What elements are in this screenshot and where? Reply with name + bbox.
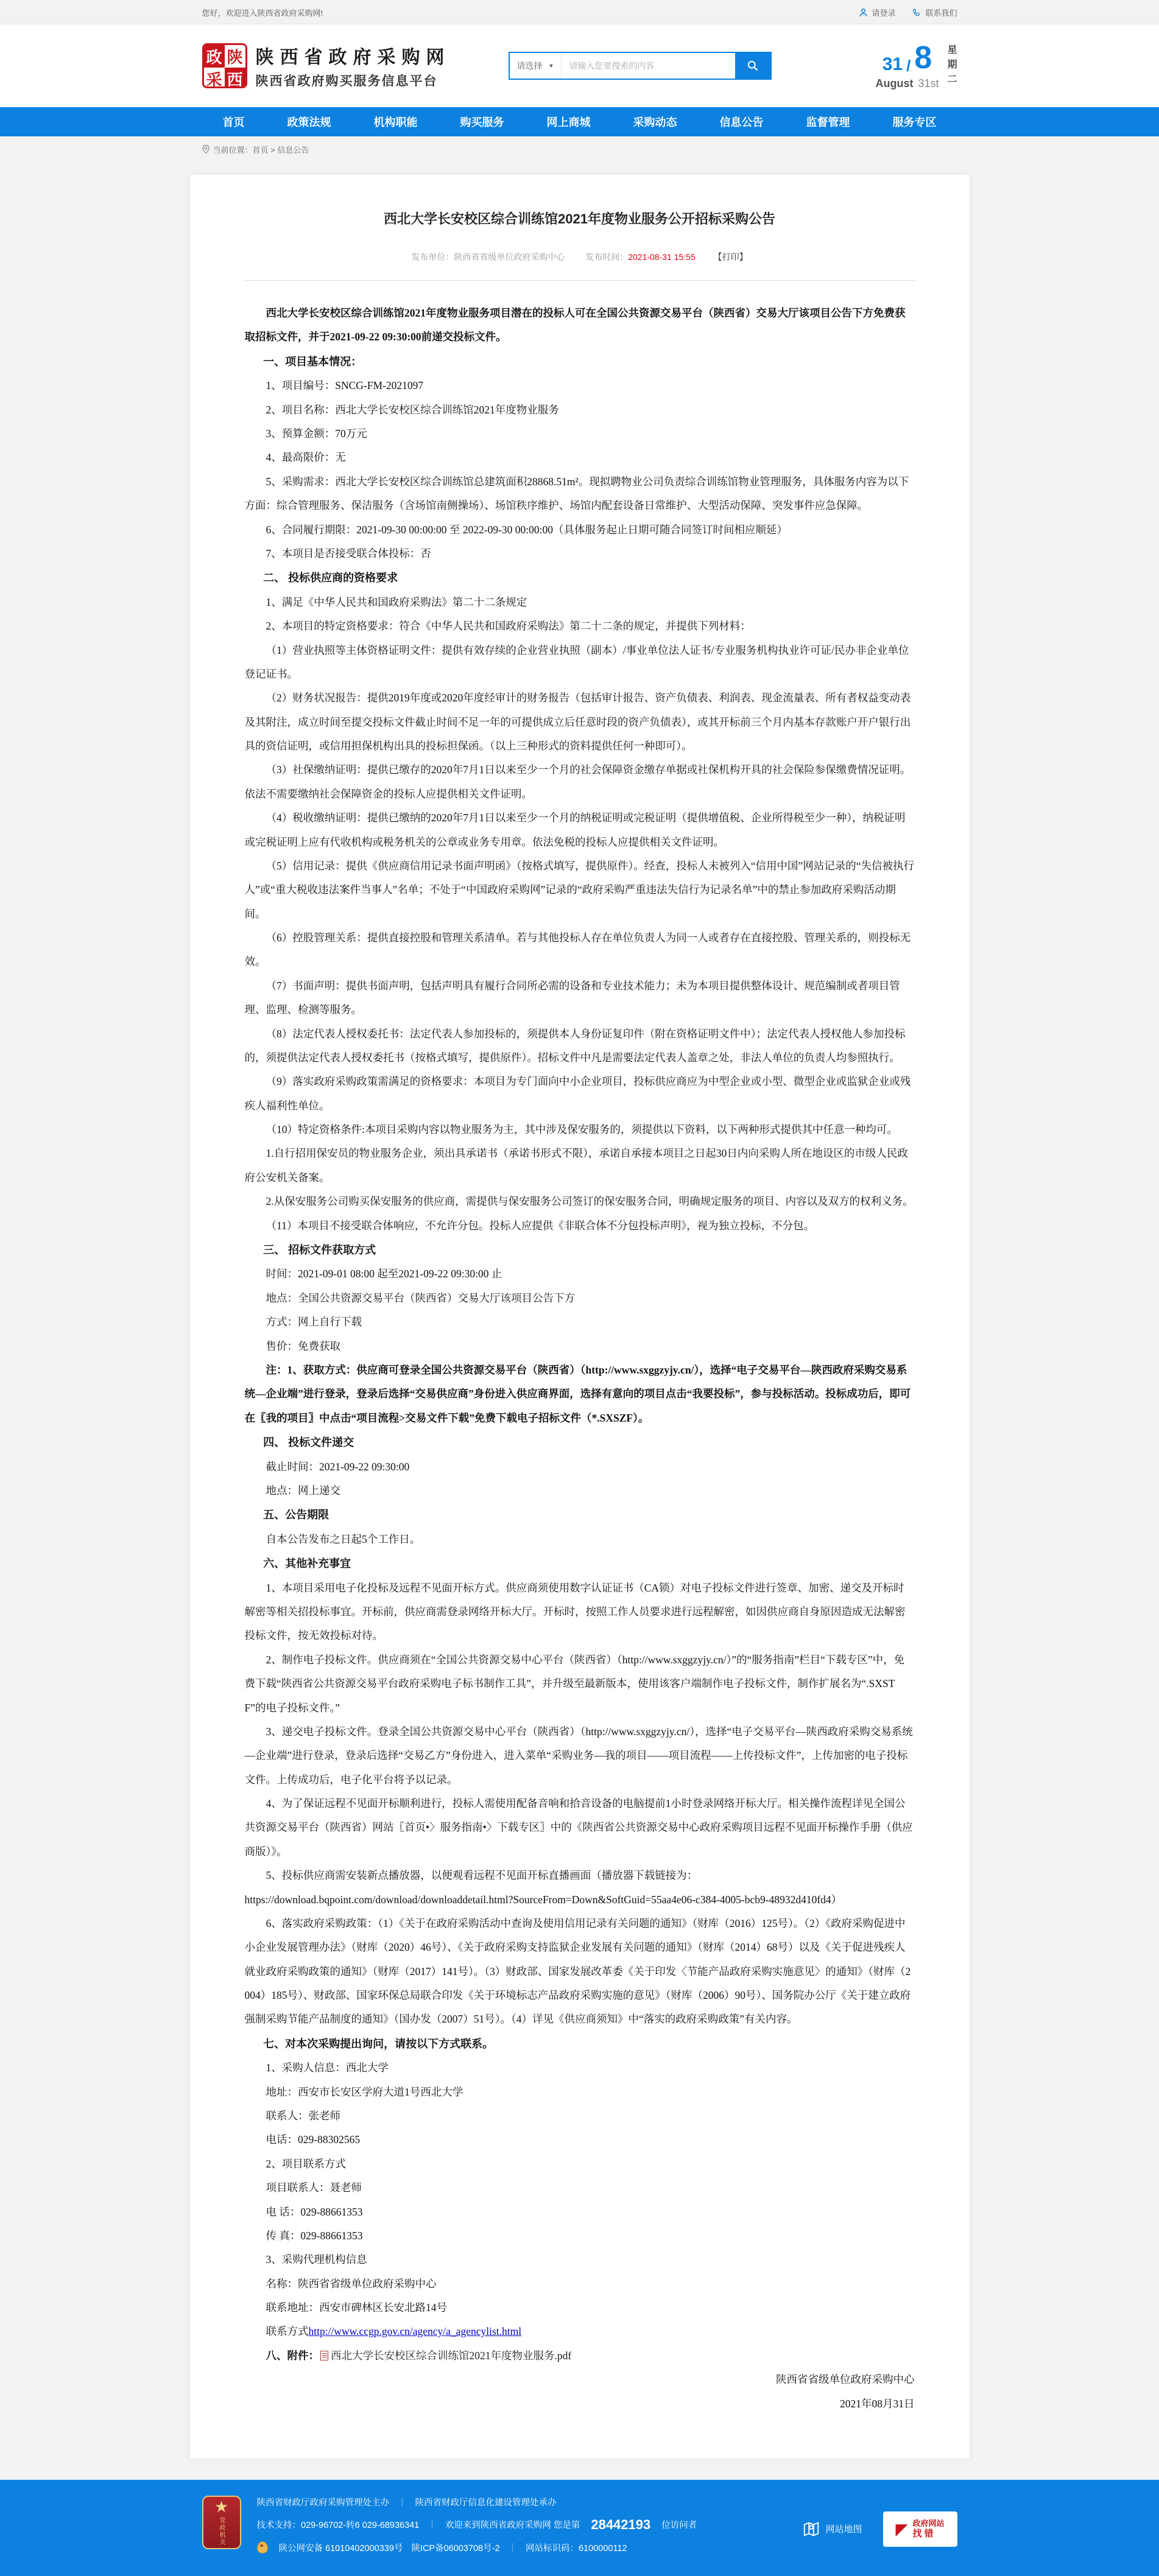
article-paragraph: 电话：029-88302565 [266,2133,361,2146]
article-paragraph: 一、项目基本情况： [263,355,362,368]
main-nav [0,107,1159,136]
article-paragraph: 2、项目名称：西北大学长安校区综合训练馆2021年度物业服务 [266,403,559,416]
article-paragraph: 方式：网上自行下载 [266,1316,362,1328]
article-paragraph: 四、 投标文件递交 [263,1436,354,1448]
agency-contact-link[interactable]: http://www.ccgp.gov.cn/agency/a_agencylist.html [308,2325,522,2338]
search-input[interactable] [562,53,735,79]
article-paragraph: （4）税收缴纳证明：提供已缴纳的2020年7月1日以来至少一个月的纳税证明或完税证明（提供增值税、企业所得税至少一种），纳税证明或完税证明上应有代收机构或税务机关的公章或业务专用章。依法免税的投标人应提供相关文件证明。 [244,812,906,848]
article-paragraph: 传 真：029-88661353 [266,2229,363,2242]
article-paragraph: 5、投标供应商需安装新点播放器，以便观看远程不见面开标直播画面（播放器下载链接为： [266,1869,698,1882]
site-subtitle: 陕西省政府购买服务信息平台 [255,74,438,88]
article-paragraph: 三、 招标文件获取方式 [263,1243,376,1256]
article-paragraph: https://download.bqpoint.com/download/downloaddetail.html?SourceFrom=Down&SoftGuid=55aa4e06-c384-4005-bcb9-48932d410fd4） [244,1893,842,1906]
article-paragraph: 电 话：029-88661353 [266,2205,363,2218]
breadcrumb: 当前位置：首页 > 信息公告 [213,145,309,155]
site-title: 陕西省政府采购网 [255,47,451,68]
print-button[interactable]: 【打印】 [713,252,748,262]
announcement-card [189,174,970,2459]
article-paragraph: 八、附件： 西北大学长安校区综合训练馆2021年度物业服务.pdf [266,2349,572,2362]
date-weekday: 星 期 二 [947,44,957,85]
search-icon [747,60,759,72]
site-header [0,24,1159,107]
article-body [245,301,915,2416]
article-paragraph: 7、本项目是否接受联合体投标：否 [266,547,431,560]
contact-link[interactable]: 联系我们 [912,7,957,18]
top-bar [0,0,1159,24]
attachment-link[interactable]: 西北大学长安校区综合训练馆2021年度物业服务.pdf [331,2349,572,2362]
article-meta: 发布单位：陕西省省级单位政府采购中心 发布时间：2021-08-31 15:55 【打印】 [411,252,748,262]
article-paragraph: （5）信用记录：提供《供应商信用记录书面声明函》（按格式填写，提供原件）。经查，投标人未被列入“信用中国”网站记录的“失信被执行人”或“重大税收违法案件当事人”名单；不处于“中国政府采购网”记录的“政府采购严重违法失信行为记录名单”中的禁止参加政府采购活动期间。 [244,859,915,920]
publish-time: 2021-08-31 15:55 [628,252,696,262]
nav-item-首页[interactable]: 首页 [222,116,245,128]
breadcrumb-current[interactable]: 信息公告 [277,145,309,155]
date-month: 8 [914,40,932,75]
article-paragraph: 2021年08月31日 [840,2397,915,2410]
article-paragraph: 1、项目编号：SNCG-FM-2021097 [266,379,424,392]
icp-record[interactable]: 陕ICP备06003708号-2 [411,2543,500,2553]
article-paragraph: 名称：陕西省省级单位政府采购中心 [266,2277,437,2290]
article-paragraph: 项目联系人：聂老师 [266,2181,362,2194]
nav-item-机构职能[interactable]: 机构职能 [373,116,418,128]
search-box [509,52,772,80]
article-paragraph: 1.自行招用保安员的物业服务企业，须出具承诺书（承诺书形式不限），承诺自承接本项目之日起30日内向采购人所在地设区的市级人民政府公安机关备案。 [244,1147,908,1184]
nav-item-采购动态[interactable]: 采购动态 [633,116,677,128]
date-month-en: August [875,77,914,89]
site-id-code: 网站标识码：6100000112 [526,2543,627,2553]
sitemap-icon [802,2520,820,2538]
document-icon [320,2351,328,2360]
article-paragraph: 二、 投标供应商的资格要求 [263,572,398,584]
visitor-count: 28442193 [591,2516,651,2532]
article-paragraph: 1、采购人信息：西北大学 [266,2062,389,2074]
login-link[interactable]: 请登录 [859,7,895,18]
nav-item-政策法规[interactable]: 政策法规 [287,116,331,128]
article-paragraph: （1）营业执照等主体资格证明文件：提供有效存续的企业营业执照（副本）/事业单位法人证书/专业服务机构执业许可证/民办非企业单位登记证书。 [244,644,909,680]
article-paragraph: 3、采购代理机构信息 [266,2253,367,2266]
article-paragraph: 陕西省省级单位政府采购中心 [776,2373,915,2386]
gov-badge-icon: ◤ [895,2519,908,2538]
main-content [0,162,1159,2480]
location-pin-icon [202,145,210,153]
article-paragraph: （10）特定资格条件:本项目采购内容以物业服务为主，其中涉及保安服务的，须提供以下资料，以下两种形式提供其中任意一种均可。 [266,1123,898,1135]
divider [245,280,915,281]
publisher: 陕西省省级单位政府采购中心 [454,252,565,262]
search-category-select[interactable]: 请选择 ▼ [510,53,562,79]
party-gov-emblem-icon: ★ 党政机关 [202,2496,241,2549]
article-paragraph: 3、递交电子投标文件。登录全国公共资源交易中心平台（陕西省）（http://www.sxggzyjy.cn/），选择“电子交易平台—陕西政府采购交易系统—企业端”进行登录，登录后选择“交易乙方”身份进入，进入菜单“采购业务—我的项目——项目流程——上传投标文件”，上传加密的电子投标文件。上传成功后，电子化平台将予以记录。 [244,1725,913,1786]
article-paragraph: 截止时间：2021-09-22 09:30:00 [266,1460,410,1473]
article-paragraph: （11）本项目不接受联合体响应，不允许分包。投标人应提供《非联合体不分包投标声明》，视为独立投标，不分包。 [266,1219,815,1232]
article-paragraph: （9）落实政府采购政策需满足的资格要求：本项目为专门面向中小企业项目，投标供应商应为中型企业或小型、微型企业或监狱企业或残疾人福利性单位。 [244,1075,911,1112]
article-paragraph: （7）书面声明：提供书面声明，包括声明具有履行合同所必需的设备和专业技术能力；未为本项目提供整体设计、规范编制或者项目管理、监理、检测等服务。 [244,979,900,1016]
site-footer [0,2480,1159,2576]
article-paragraph: 注：1、获取方式：供应商可登录全国公共资源交易平台（陕西省）（http://www.sxggzyjy.cn/），选择“电子交易平台—陕西政府采购交易系统—企业端”进行登录，登录后选择“交易供应商”身份进入供应商界面，选择有意向的项目点击“我要投标”，参与投标活动。投标成功后，即可在〖我的项目〗中点击“项目流程>交易文件下载”免费下载电子招标文件（*.SXSZF）。 [244,1363,911,1424]
article-paragraph: 2.从保安服务公司购买保安服务的供应商，需提供与保安服务公司签订的保安服务合同，明确规定服务的项目、内容以及双方的权利义务。 [266,1195,914,1208]
article-paragraph: 4、为了保证远程不见面开标顺利进行，投标人需使用配备音响和拾音设备的电脑提前1小时登录网络开标大厅。相关操作流程详见全国公共资源交易平台（陕西省）网站〖首页•〉服务指南•〉下载专区〗中的《陕西省公共资源交易中心政府采购项目远程不见面开标操作手册（供应商版）》。 [244,1797,913,1858]
date-widget: 31 / 8 August 31st 星 期 二 [875,40,957,89]
gov-website-error-badge[interactable]: ◤ 政府网站 找错 [883,2511,957,2547]
article-paragraph: 七、对本次采购提出询问，请按以下方式联系。 [263,2037,494,2050]
article-paragraph: 地点：全国公共资源交易平台（陕西省）交易大厅该项目公告下方 [266,1291,575,1304]
article-paragraph: 售价：免费获取 [266,1339,340,1352]
article-paragraph: 1、本项目采用电子化投标及远程不见面开标方式。供应商须使用数字认证证书（CA锁）对电子投标文件进行签章、加密、递交及开标时解密等相关招投标事宜。开标前，供应商需登录网络开标大厅。开标时，按照工作人员要求进行远程解密，如因供应商自身原因造成无法解密投标文件，按无效投标对待。 [244,1581,906,1642]
breadcrumb-home[interactable]: 首页 [252,145,269,155]
article-paragraph: 联系地址：西安市碑林区长安北路14号 [266,2301,447,2314]
chevron-down-icon: ▼ [548,63,554,69]
article-paragraph: 地点：网上递交 [266,1484,340,1497]
sitemap-link[interactable]: 网站地图 [802,2520,862,2538]
welcome-text: 您好，欢迎进入陕西省政府采购网! [202,8,323,18]
user-icon [859,8,868,17]
article-paragraph: 六、其他补充事宜 [263,1557,351,1570]
article-paragraph: 地址：西安市长安区学府大道1号西北大学 [266,2085,463,2098]
article-paragraph: 3、预算金额：70万元 [266,427,367,440]
article-paragraph: 自本公告发布之日起5个工作日。 [266,1532,421,1545]
phone-icon [912,8,921,17]
nav-item-购买服务[interactable]: 购买服务 [460,116,504,128]
nav-item-服务专区[interactable]: 服务专区 [892,116,937,128]
nav-item-信息公告[interactable]: 信息公告 [719,116,764,128]
article-paragraph: 联系方式http://www.ccgp.gov.cn/agency/a_agencylist.html [266,2325,522,2338]
date-day-en: 31st [918,77,939,89]
date-day: 31 [882,54,903,74]
nav-item-监督管理[interactable]: 监督管理 [806,116,850,128]
article-paragraph: 1、满足《中华人民共和国政府采购法》第二十二条规定 [266,595,527,608]
logo-seal-icon: 政 陕 采 西 [202,43,247,88]
article-paragraph: （6）控股管理关系：提供直接控股和管理关系清单。若与其他投标人存在单位负责人为同一人或者存在直接控股、管理关系的，则投标无效。 [244,932,911,968]
article-paragraph: 6、落实政府采购政策：（1）《关于在政府采购活动中查询及使用信用记录有关问题的通知》（财库（2016）125号）。（2）《政府采购促进中小企业发展管理办法》（财库（2020）46号）、《关于政府采购支持监狱企业发展有关问题的通知》（财库（2014）68号）以及《关于促进残疾人就业政府采购政策的通知》（财库（2017）141号）。（3）财政部、国家发展改革委《关于印发〈节能产品政府采购实施意见〉的通知》（财库（2004）185号）、财政部、国家环保总局联合印发《关于环境标志产品政府采购实施的意见》（财库（2006）90号）、国务院办公厅《关于建立政府强制采购节能产品制度的通知》（国办发（2007）51号）。（4）详见《供应商须知》中“落实的政府采购政策”有关内容。 [244,1917,911,2026]
article-paragraph: 西北大学长安校区综合训练馆2021年度物业服务项目潜在的投标人可在全国公共资源交易平台（陕西省）交易大厅该项目公告下方免费获取招标文件，并于2021-09-22 09:30:00前递交投标文件。 [244,307,906,343]
article-paragraph: （2）财务状况报告：提供2019年度或2020年度经审计的财务报告（包括审计报告、资产负债表、利润表、现金流量表、所有者权益变动表及其附注，成立时间至提交投标文件截止时间不足一年的可提供成立后任意时段的资产负债表），或其开标前三个月内基本存款账户开户银行出具的资信证明，或信用担保机构出具的投标担保函。（以上三种形式的资料提供任何一种即可）。 [244,692,911,752]
article-paragraph: 2、本项目的特定资格要求：符合《中华人民共和国政府采购法》第二十二条的规定，并提供下列材料： [266,620,751,633]
article-paragraph: 时间：2021-09-01 08:00 起至2021-09-22 09:30:00 止 [266,1268,502,1280]
footer-organizer-row: 陕西省财政厅政府采购管理处主办 ｜ 陕西省财政厅信息化建设管理处承办 [256,2497,557,2508]
page-title: 西北大学长安校区综合训练馆2021年度物业服务公开招标采购公告 [384,211,775,226]
site-logo [202,42,451,89]
article-paragraph: （8）法定代表人授权委托书：法定代表人参加投标的，须提供本人身份证复印件（附在资格证明文件中）；法定代表人授权他人参加投标的，须提供法定代表人授权委托书（按格式填写，提供原件）。招标文件中凡是需要法定代表人盖章之处，非法人单位的负责人均参照执行。 [244,1027,906,1064]
search-button[interactable] [735,53,770,79]
nav-item-网上商城[interactable]: 网上商城 [546,116,591,128]
breadcrumb-bar [0,136,1159,162]
police-badge-icon [257,2541,268,2553]
article-paragraph: 6、合同履行期限：2021-09-30 00:00:00 至 2022-09-30 00:00:00（具体服务起止日期可随合同签订时间相应顺延） [266,523,788,536]
police-record[interactable]: 陕公网安备 61010402000339号 [278,2543,403,2553]
article-paragraph: 5、采购需求：西北大学长安校区综合训练馆总建筑面积28868.51m²。现拟聘物业公司负责综合训练馆物业管理服务，具体服务内容为以下方面：综合管理服务、保洁服务（含场馆南侧操场）、场馆秩序维护、场馆内配套设备日常维护、大型活动保障、突发事件应急保障。 [244,475,909,512]
article-paragraph: 2、项目联系方式 [266,2157,346,2170]
footer-support-row: 技术支持：029-96702-转6 029-68936341 ｜ 欢迎来到陕西省政府采购网 您是第 28442193 位访问者 [256,2516,697,2532]
article-paragraph: 联系人：张老师 [266,2110,340,2122]
article-paragraph: （3）社保缴纳证明：提供已缴存的2020年7月1日以来至少一个月的社会保障资金缴存单据或社保机构开具的社会保险参保缴费情况证明。依法不需要缴纳社会保障资金的投标人应提供相关文件证明。 [244,763,911,800]
article-paragraph: 4、最高限价：无 [266,451,346,464]
article-paragraph: 2、制作电子投标文件。供应商须在“全国公共资源交易中心平台（陕西省）（http://www.sxggzyjy.cn/）”的“服务指南”栏目“下载专区”中，免费下载“陕西省公共资源交易平台政府采购电子标书制作工具”，并升级至最新版本，使用该客户端制作电子投标文件，制作扩展名为“.SXSTF”的电子投标文件。” [244,1653,905,1714]
footer-record-row: ★ 陕公网安备 61010402000339号 陕ICP备06003708号-2 ｜ 网站标识码：6100000112 [257,2541,784,2554]
article-paragraph: 五、公告期限 [263,1509,329,1521]
